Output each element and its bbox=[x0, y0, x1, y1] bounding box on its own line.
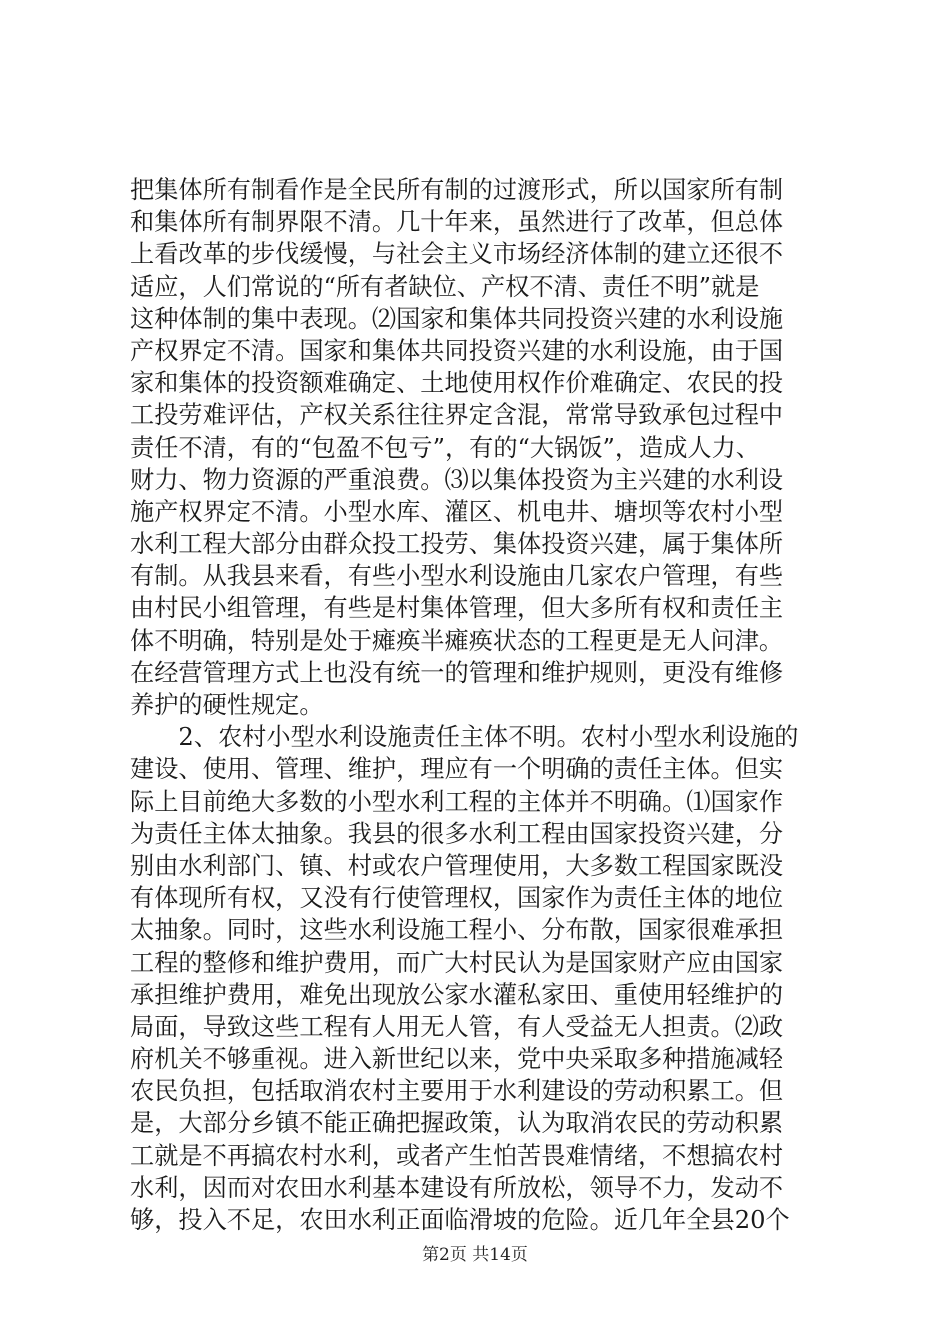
text-line: 施产权界定不清。小型水库、灌区、机电井、塘坝等农村小型 bbox=[130, 497, 784, 526]
text-line: 府机关不够重视。进入新世纪以来，党中央采取多种措施减轻 bbox=[130, 1045, 784, 1074]
text-line: 产权界定不清。国家和集体共同投资兴建的水利设施，由于国 bbox=[130, 336, 784, 365]
text-line: 是，大部分乡镇不能正确把握政策，认为取消农民的劳动积累 bbox=[130, 1109, 784, 1138]
text-line: 为责任主体太抽象。我县的很多水利工程由国家投资兴建，分 bbox=[130, 819, 784, 848]
text-line: 局面，导致这些工程有人用无人管，有人受益无人担责。⑵政 bbox=[130, 1012, 784, 1041]
text-line: 水利，因而对农田水利基本建设有所放松，领导不力，发动不 bbox=[130, 1173, 784, 1202]
text-line: 2、农村小型水利设施责任主体不明。农村小型水利设施的 bbox=[130, 723, 799, 752]
text-line: 体不明确，特别是处于瘫痪半瘫痪状态的工程更是无人问津。 bbox=[130, 626, 784, 655]
text-line: 工投劳难评估，产权关系往往界定含混，常常导致承包过程中 bbox=[130, 401, 784, 430]
text-line: 由村民小组管理，有些是村集体管理，但大多所有权和责任主 bbox=[130, 594, 784, 623]
text-line: 建设、使用、管理、维护，理应有一个明确的责任主体。但实 bbox=[130, 755, 784, 784]
text-line: 承担维护费用，难免出现放公家水灌私家田、重使用轻维护的 bbox=[130, 980, 784, 1009]
text-line: 养护的硬性规定。 bbox=[130, 691, 324, 719]
text-line: 工程的整修和维护费用，而广大村民认为是国家财产应由国家 bbox=[130, 948, 784, 977]
text-line: 上看改革的步伐缓慢，与社会主义市场经济体制的建立还很不 bbox=[130, 240, 784, 269]
page-footer: 第2页 共14页 bbox=[422, 1245, 528, 1265]
text-line: 太抽象。同时，这些水利设施工程小、分布散，国家很难承担 bbox=[130, 916, 784, 945]
text-line: 际上目前绝大多数的小型水利工程的主体并不明确。⑴国家作 bbox=[130, 787, 784, 816]
text-line: 在经营管理方式上也没有统一的管理和维护规则，更没有维修 bbox=[130, 658, 784, 687]
text-line: 有制。从我县来看，有些小型水利设施由几家农户管理，有些 bbox=[130, 562, 784, 591]
text-line: 把集体所有制看作是全民所有制的过渡形式，所以国家所有制 bbox=[130, 176, 784, 204]
text-line: 有体现所有权，又没有行使管理权，国家作为责任主体的地位 bbox=[130, 884, 784, 913]
text-line: 工就是不再搞农村水利，或者产生怕苦畏难情绪，不想搞农村 bbox=[130, 1141, 784, 1170]
text-line: 别由水利部门、镇、村或农户管理使用，大多数工程国家既没 bbox=[130, 851, 784, 880]
text-line: 够，投入不足，农田水利正面临滑坡的危险。近几年全县20个 bbox=[130, 1206, 790, 1234]
text-line: 水利工程大部分由群众投工投劳、集体投资兴建，属于集体所 bbox=[130, 530, 784, 559]
text-line: 农民负担，包括取消农村主要用于水利建设的劳动积累工。但 bbox=[130, 1077, 784, 1106]
text-line: 财力、物力资源的严重浪费。⑶以集体投资为主兴建的水利设 bbox=[130, 465, 784, 494]
text-line: 和集体所有制界限不清。几十年来，虽然进行了改革，但总体 bbox=[130, 208, 784, 237]
text-line: 家和集体的投资额难确定、土地使用权作价难确定、农民的投 bbox=[130, 369, 784, 398]
text-line: 责任不清，有的“包盈不包亏”，有的“大锅饭”，造成人力、 bbox=[130, 433, 760, 462]
text-line: 适应，人们常说的“所有者缺位、产权不清、责任不明”就是 bbox=[130, 272, 760, 301]
body-text bbox=[130, 174, 830, 1236]
text-line: 这种体制的集中表现。⑵国家和集体共同投资兴建的水利设施 bbox=[130, 304, 784, 333]
